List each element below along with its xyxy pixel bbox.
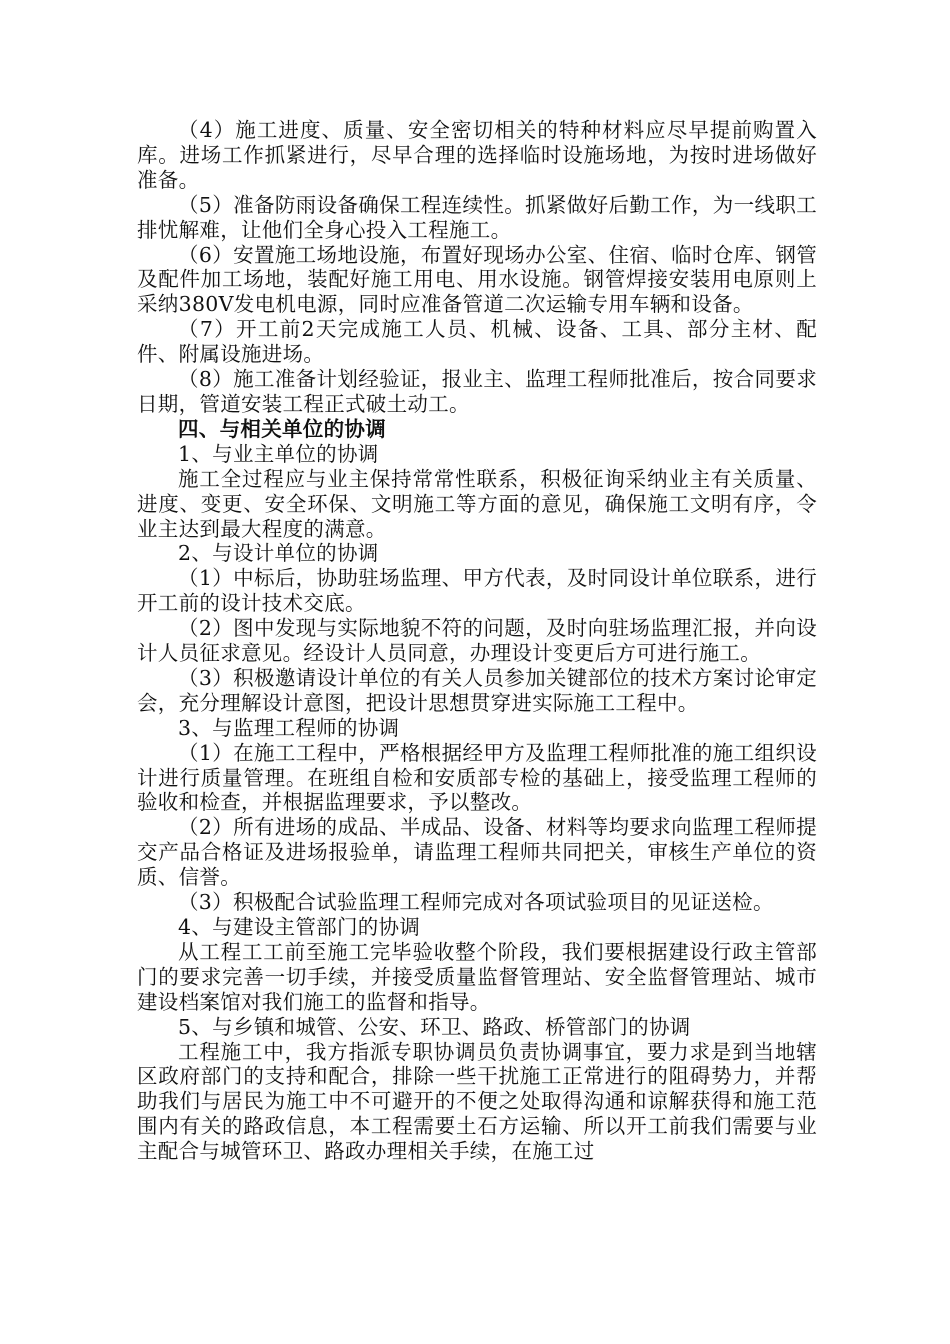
paragraph-supervisor-1: （1）在施工工程中，严格根据经甲方及监理工程师批准的施工组织设计进行质量管理。在班组自检和安质部专检的基础上，接受监理工程师的验收和检查，并根据监理要求，予以整改。	[137, 740, 817, 815]
paragraph-authority: 从工程工工前至施工完毕验收整个阶段，我们要根据建设行政主管部门的要求完善一切手续，并接受质量监督管理站、安全监督管理站、城市建设档案馆对我们施工的监督和指导。	[137, 939, 817, 1014]
paragraph-owner: 施工全过程应与业主保持常常性联系，积极征询采纳业主有关质量、进度、变更、安全环保、文明施工等方面的意见，确保施工文明有序，令业主达到最大程度的满意。	[137, 466, 817, 541]
paragraph-supervisor-3: （3）积极配合试验监理工程师完成对各项试验项目的见证送检。	[178, 890, 774, 915]
paragraph-mobilization: （7）开工前2天完成施工人员、机械、设备、工具、部分主材、配件、附属设施进场。	[137, 317, 817, 367]
subheading-authority: 4、与建设主管部门的协调	[178, 915, 421, 939]
subheading-owner: 1、与业主单位的协调	[178, 441, 379, 466]
subheading-local-departments: 5、与乡镇和城管、公安、环卫、路政、桥管部门的协调	[178, 1014, 691, 1039]
paragraph-design-2: （2）图中发现与实际地貌不符的问题，及时向驻场监理汇报，并向设计人员征求意见。经设计人员同意，办理设计变更后方可进行施工。	[137, 616, 817, 666]
paragraph-supervisor-2: （2）所有进场的成品、半成品、设备、材料等均要求向监理工程师提交产品合格证及进场报验单，请监理工程师共同把关，审核生产单位的资质、信誉。	[137, 815, 817, 890]
paragraph-groundbreaking: （8）施工准备计划经验证，报业主、监理工程师批准后，按合同要求日期，管道安装工程正式破土动工。	[137, 367, 817, 416]
paragraph-local-departments: 工程施工中，我方指派专职协调员负责协调事宜，要力求是到当地辖区政府部门的支持和配合，排除一些干扰施工正常进行的阻碍势力，并帮助我们与居民为施工中不可避开的不便之处取得沟通和谅解获得和施工范围内有关的路政信息，本工程需要土石方运输、所以开工前我们需要与业主配合与城管环卫、路政办理相关手续，在施工过	[137, 1039, 817, 1164]
paragraph-materials: （4）施工进度、质量、安全密切相关的特种材料应尽早提前购置入库。进场工作抓紧进行，尽早合理的选择临时设施场地，为按时进场做好准备。	[137, 118, 817, 192]
document-body	[137, 118, 817, 1164]
paragraph-rain-protection: （5）准备防雨设备确保工程连续性。抓紧做好后勤工作，为一线职工排忧解难，让他们全身心投入工程施工。	[137, 192, 817, 242]
section-heading: 四、与相关单位的协调	[178, 416, 386, 441]
paragraph-design-3: （3）积极邀请设计单位的有关人员参加关键部位的技术方案讨论审定会，充分理解设计意图，把设计思想贯穿进实际施工工程中。	[137, 665, 817, 715]
paragraph-design-1: （1）中标后，协助驻场监理、甲方代表，及时同设计单位联系，进行开工前的设计技术交底。	[137, 566, 817, 616]
subheading-supervisor: 3、与监理工程师的协调	[178, 715, 400, 740]
paragraph-site-facilities: （6）安置施工场地设施，布置好现场办公室、住宿、临时仓库、钢管及配件加工场地，装配好施工用电、用水设施。钢管焊接安装用电原则上采纳380V发电机电源，同时应准备管道二次运输专用车辆和设备。	[137, 242, 817, 317]
subheading-design: 2、与设计单位的协调	[178, 541, 379, 566]
